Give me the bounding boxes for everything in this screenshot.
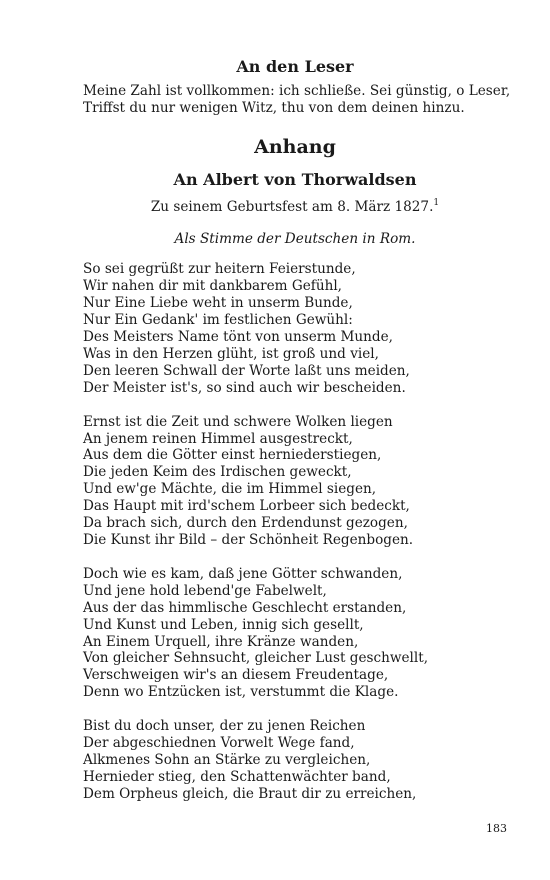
footnote-marker[interactable]: 1 [433,198,440,209]
verse-line: Des Meisters Name tönt von unserm Munde, [83,329,393,346]
verse-line: Und jene hold lebend'ge Fabelwelt, [83,582,327,599]
verse-line: Doch wie es kam, daß jene Götter schwanden, [83,565,403,582]
verse-line: Von gleicher Sehnsucht, gleicher Lust geschwellt, [83,650,429,667]
poem-subtitle-text: Zu seinem Geburtsfest am 8. März 1827. [150,199,434,216]
verse-line: Und ew'ge Mächte, die im Himmel siegen, [83,481,377,498]
verse-line: An Einem Urquell, ihre Kränze wanden, [83,633,359,650]
verse-line: Bist du doch unser, der zu jenen Reichen [83,718,366,735]
verse-line: Und Kunst und Leben, innig sich gesellt, [83,616,364,633]
stanza [83,718,507,803]
verse-line: Dem Orpheus gleich, die Braut dir zu erreichen, [83,785,417,802]
poem-body [83,261,507,802]
stanza [83,261,507,396]
verse-line: Der Meister ist's, so sind auch wir bescheiden. [83,379,406,396]
verse-line: Den leeren Schwall der Worte laßt uns meiden, [83,362,410,379]
verse-line: Denn wo Entzücken ist, verstummt die Klage. [83,684,399,701]
verse-line: Ernst ist die Zeit und schwere Wolken liegen [83,413,393,430]
section-heading-an-den-leser: An den Leser [236,57,354,76]
verse-line: An jenem reinen Himmel ausgestreckt, [83,430,353,447]
stanza [83,566,507,701]
verse-line: Das Haupt mit ird'schem Lorbeer sich bedeckt, [83,498,410,515]
poem-subtitle [83,197,507,217]
verse-line: Aus dem die Götter einst herniederstiegen, [83,447,382,464]
epigram [83,83,511,117]
epigram-line: Meine Zahl ist vollkommen: ich schließe. Sei günstig, o Leser, [83,83,511,99]
page-number: 183 [486,822,507,835]
verse-line: Die jeden Keim des Irdischen geweckt, [83,464,352,481]
poem-dedication: Als Stimme der Deutschen in Rom. [174,231,416,248]
stanza [83,414,507,549]
appendix-heading: Anhang [254,136,336,159]
verse-line: Der abgeschiednen Vorwelt Wege fand, [83,735,355,752]
verse-line: Nur Eine Liebe weht in unserm Bunde, [83,295,353,312]
verse-line: So sei gegrüßt zur heitern Feierstunde, [83,261,356,278]
verse-line: Alkmenes Sohn an Stärke zu vergleichen, [83,751,371,768]
verse-line: Aus der das himmlische Geschlecht erstanden, [83,599,407,616]
verse-line: Was in den Herzen glüht, ist groß und viel, [83,345,379,362]
verse-line: Hernieder stieg, den Schattenwächter band, [83,768,391,785]
epigram-line: Triffst du nur wenigen Witz, thu von dem deinen hinzu. [83,100,465,117]
verse-line: Die Kunst ihr Bild – der Schönheit Regenbogen. [83,532,414,548]
verse-line: Da brach sich, durch den Erdendunst gezogen, [83,515,408,532]
verse-line: Verschweigen wir's an diesem Freudentage, [83,667,389,684]
page-content [83,55,511,820]
verse-line: Nur Ein Gedank' im festlichen Gewühl: [83,312,353,329]
verse-line: Wir nahen dir mit dankbarem Gefühl, [83,278,342,295]
poem-title: An Albert von Thorwaldsen [173,170,417,190]
